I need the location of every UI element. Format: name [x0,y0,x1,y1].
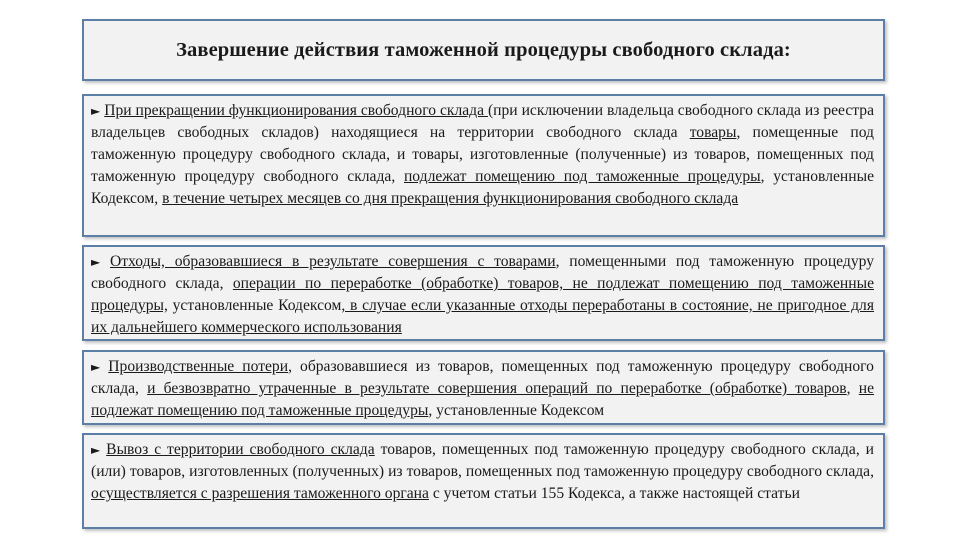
underlined-phrase: операции по переработке (обработке) товаров, не подлежат помещению под таможенные процедуры, [91,275,874,314]
rule-text-3 [91,356,874,422]
rule-box-2 [82,245,885,341]
underlined-phrase: Отходы, образовавшиеся в результате совершения с товарами [110,253,556,270]
underlined-phrase: и безвозвратно утраченные в результате совершения операций по переработке (обработке) товаров [147,380,847,397]
underlined-phrase: товары [689,124,737,141]
text-segment: товаров, помещенных под таможенную процедуру свободного склада, и (или) товаров, изготовленных (полученных) из товаров, помещенных под таможенную процедуру свободного склада, [91,441,874,480]
title-box [82,19,885,81]
rule-text-2 [91,251,874,339]
rule-box-3 [82,350,885,425]
underlined-phrase: Производственные потери [108,358,289,375]
text-segment: , установленные Кодексом [428,402,605,419]
text-segment: установленные Кодексом [167,297,342,314]
text-segment: , помещенные под таможенную процедуру свободного склада, и товары, изготовленные (полученные) из товаров, помещенных под таможенную процедуру свободного склада, [91,124,874,185]
text-segment: , [846,380,859,397]
underlined-phrase: подлежат помещению под таможенные процедуры [403,168,761,185]
underlined-phrase: в течение четырех месяцев со дня прекращения функционирования свободного склада [162,190,739,207]
slide-title: Завершение действия таможенной процедуры свободного склада: [176,38,791,61]
rule-text-4 [91,439,874,505]
underlined-phrase: При прекращении функционирования свободного склада [104,102,488,119]
underlined-phrase: Вывоз с территории свободного склада [106,441,375,458]
text-segment: , помещенными под таможенную процедуру свободного склада, [91,253,875,292]
rule-box-4 [82,433,885,529]
underlined-phrase: не подлежат помещению под таможенные процедуры [91,380,875,419]
text-segment: , образовавшиеся из товаров, помещенных под таможенную процедуру свободного склада, [91,358,874,397]
text-segment: с учетом статьи 155 Кодекса, а также настоящей статьи [428,485,800,502]
underlined-phrase: осуществляется с разрешения таможенного органа [91,485,429,502]
bullet-arrow-icon: ► [91,255,101,269]
rule-box-1 [82,94,885,237]
rule-text-1 [91,100,874,210]
bullet-arrow-icon: ► [91,443,101,457]
bullet-arrow-icon: ► [91,104,101,118]
text-segment: (при исключении владельца свободного склада из реестра владельцев свободных складов) находящиеся на территории свободного склада [91,102,874,141]
underlined-phrase: , в случае если указанные отходы переработаны в состояние, не пригодное для их дальнейшего коммерческого использования [91,297,875,336]
bullet-arrow-icon: ► [91,360,101,374]
text-segment: , установленные Кодексом, [91,168,874,207]
